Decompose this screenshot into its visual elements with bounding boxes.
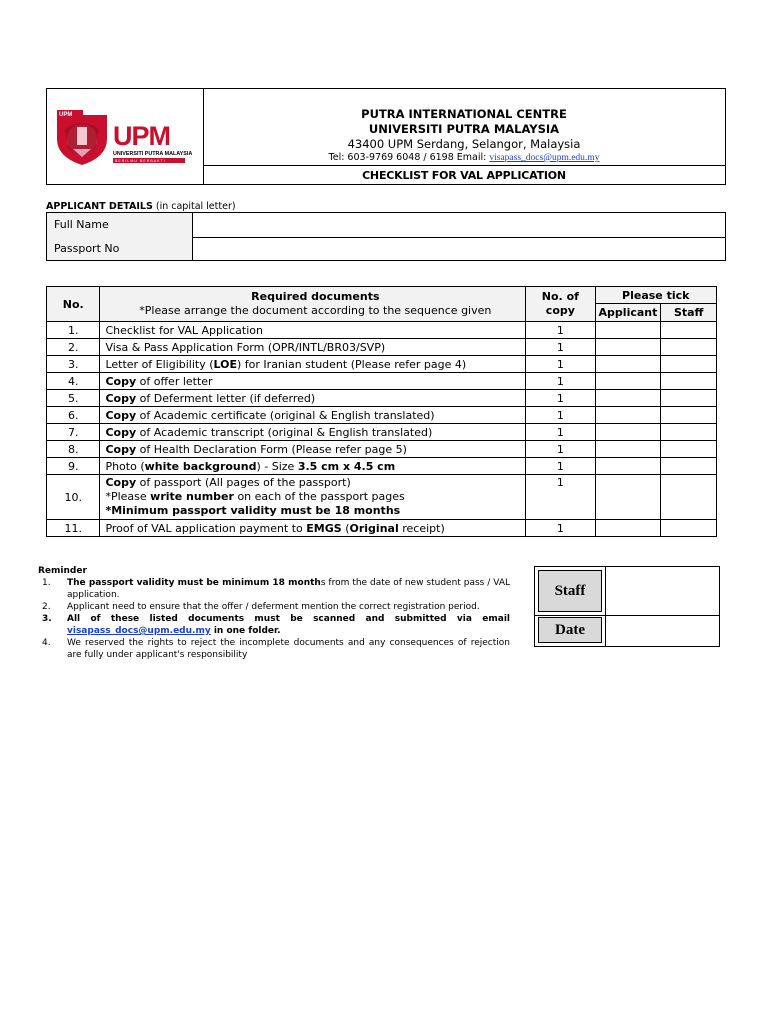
tick-staff-cell[interactable] — [661, 520, 717, 537]
full-name-field[interactable] — [193, 213, 725, 237]
copy-count: 1 — [526, 322, 595, 339]
tick-staff-cell[interactable] — [661, 356, 717, 373]
table-row — [47, 441, 717, 458]
document-name: Checklist for VAL Application — [100, 322, 526, 339]
reminder-section — [38, 565, 510, 661]
row-number: 6. — [47, 407, 100, 424]
row-number: 1. — [47, 322, 100, 339]
full-name-row — [47, 213, 725, 238]
table-row — [47, 475, 717, 520]
copy-count: 1 — [526, 475, 595, 520]
col-copy-header: No. of copy — [526, 287, 595, 322]
document-name: Proof of VAL application payment to EMGS (Original receipt) — [100, 520, 526, 537]
tick-applicant-cell[interactable] — [595, 441, 661, 458]
copy-count: 1 — [526, 339, 595, 356]
address: 43400 UPM Serdang, Selangor, Malaysia — [347, 137, 581, 151]
required-documents-table — [46, 286, 717, 537]
tick-staff-cell[interactable] — [661, 475, 717, 520]
upm-logo — [55, 109, 195, 167]
tick-applicant-cell[interactable] — [595, 356, 661, 373]
passport-no-field[interactable] — [193, 237, 725, 260]
table-row — [47, 373, 717, 390]
staff-row — [535, 567, 719, 616]
staff-date-box — [534, 566, 720, 647]
row-number: 3. — [47, 356, 100, 373]
centre-name: PUTRA INTERNATIONAL CENTRE — [361, 107, 567, 121]
tick-staff-cell[interactable] — [661, 424, 717, 441]
table-row — [47, 322, 717, 339]
reminder-item: 2. Applicant need to ensure that the offer / deferment mention the correct registration period. — [42, 602, 480, 612]
copy-count: 1 — [526, 520, 595, 537]
document-name: Copy of Academic certificate (original & English translated) — [100, 407, 526, 424]
reminder-item: 4. We reserved the rights to reject the incomplete documents and any consequences of rejection are fully under applicant's responsibility — [42, 638, 510, 660]
tick-applicant-cell[interactable] — [595, 424, 661, 441]
tick-applicant-cell[interactable] — [595, 322, 661, 339]
table-row — [47, 407, 717, 424]
document-name: Copy of Deferment letter (if deferred) — [100, 390, 526, 407]
passport-no-row — [47, 237, 725, 260]
contact-line — [203, 152, 725, 163]
row-number: 7. — [47, 424, 100, 441]
logo-tagline: BERILMU BERBAKTI — [115, 159, 166, 163]
applicant-details-table — [46, 212, 726, 261]
header-info — [203, 89, 725, 164]
date-row — [535, 615, 719, 646]
tick-staff-cell[interactable] — [661, 441, 717, 458]
tick-staff-cell[interactable] — [661, 407, 717, 424]
row-number: 4. — [47, 373, 100, 390]
row-number: 2. — [47, 339, 100, 356]
tick-staff-cell[interactable] — [661, 322, 717, 339]
row-number: 10. — [47, 475, 100, 520]
tick-applicant-cell[interactable] — [595, 458, 661, 475]
copy-count: 1 — [526, 441, 595, 458]
copy-count: 1 — [526, 390, 595, 407]
tick-staff-cell[interactable] — [661, 339, 717, 356]
row-number: 11. — [47, 520, 100, 537]
document-name: Photo (white background) - Size 3.5 cm x 4.5 cm — [100, 458, 526, 475]
passport-no-label: Passport No — [47, 237, 193, 260]
copy-count: 1 — [526, 373, 595, 390]
tick-applicant-header: Applicant — [595, 304, 661, 322]
row-number: 8. — [47, 441, 100, 458]
table-row — [47, 356, 717, 373]
date-field[interactable] — [605, 615, 719, 646]
document-rows — [47, 322, 717, 537]
copy-count: 1 — [526, 407, 595, 424]
tick-applicant-cell[interactable] — [595, 339, 661, 356]
letterhead — [46, 88, 726, 185]
col-no-header: No. — [47, 287, 100, 322]
document-name: Copy of Health Declaration Form (Please refer page 5) — [100, 441, 526, 458]
tick-staff-cell[interactable] — [661, 373, 717, 390]
table-row — [47, 339, 717, 356]
tick-applicant-cell[interactable] — [595, 475, 661, 520]
email-link[interactable]: visapass_docs@upm.edu.my — [489, 153, 600, 163]
reminder-item: 3. All of these listed documents must be scanned and submitted via email visapass_docs@upm.edu.my in one folder. — [42, 614, 510, 636]
checklist-title: CHECKLIST FOR VAL APPLICATION — [203, 165, 725, 185]
document-name: Copy of passport (All pages of the passport) *Please write number on each of the passport pages *Minimum passport validity must be 18 months — [100, 475, 526, 520]
table-row — [47, 390, 717, 407]
document-name: Letter of Eligibility (LOE) for Iranian student (Please refer page 4) — [100, 356, 526, 373]
logo-top-text: UPM — [59, 112, 73, 118]
copy-count: 1 — [526, 356, 595, 373]
staff-field[interactable] — [605, 567, 719, 615]
university-name: UNIVERSITI PUTRA MALAYSIA — [368, 122, 560, 136]
contact-text: Tel: 603-9769 6048 / 6198 Email: — [328, 152, 490, 163]
table-row — [47, 520, 717, 537]
document-name: Visa & Pass Application Form (OPR/INTL/BR03/SVP) — [100, 339, 526, 356]
tick-staff-cell[interactable] — [661, 458, 717, 475]
document-name: Copy of offer letter — [100, 373, 526, 390]
reminder-title: Reminder — [38, 566, 87, 576]
tick-applicant-cell[interactable] — [595, 407, 661, 424]
tick-applicant-cell[interactable] — [595, 373, 661, 390]
copy-count: 1 — [526, 424, 595, 441]
logo-brand: UPM — [113, 121, 170, 151]
row-number: 9. — [47, 458, 100, 475]
tick-staff-header: Staff — [661, 304, 717, 322]
tick-applicant-cell[interactable] — [595, 520, 661, 537]
full-name-label: Full Name — [47, 213, 193, 237]
col-documents-header: Required documents *Please arrange the document according to the sequence given — [100, 287, 526, 322]
tick-applicant-cell[interactable] — [595, 390, 661, 407]
table-row — [47, 424, 717, 441]
logo-subtitle: UNIVERSITI PUTRA MALAYSIA — [113, 151, 193, 157]
document-name: Copy of Academic transcript (original & English translated) — [100, 424, 526, 441]
please-tick-header: Please tick — [595, 287, 716, 304]
row-number: 5. — [47, 390, 100, 407]
reminder-email-link[interactable]: visapass_docs@upm.edu.my — [67, 626, 211, 636]
applicant-caption: APPLICANT DETAILS (in capital letter) — [46, 201, 236, 212]
tick-staff-cell[interactable] — [661, 390, 717, 407]
reminder-item: 1. The passport validity must be minimum 18 months from the date of new student pass / VAL application. — [42, 578, 510, 600]
date-label: Date — [538, 617, 602, 643]
logo-cell — [47, 89, 204, 184]
table-row — [47, 458, 717, 475]
copy-count: 1 — [526, 458, 595, 475]
staff-label: Staff — [538, 570, 602, 612]
